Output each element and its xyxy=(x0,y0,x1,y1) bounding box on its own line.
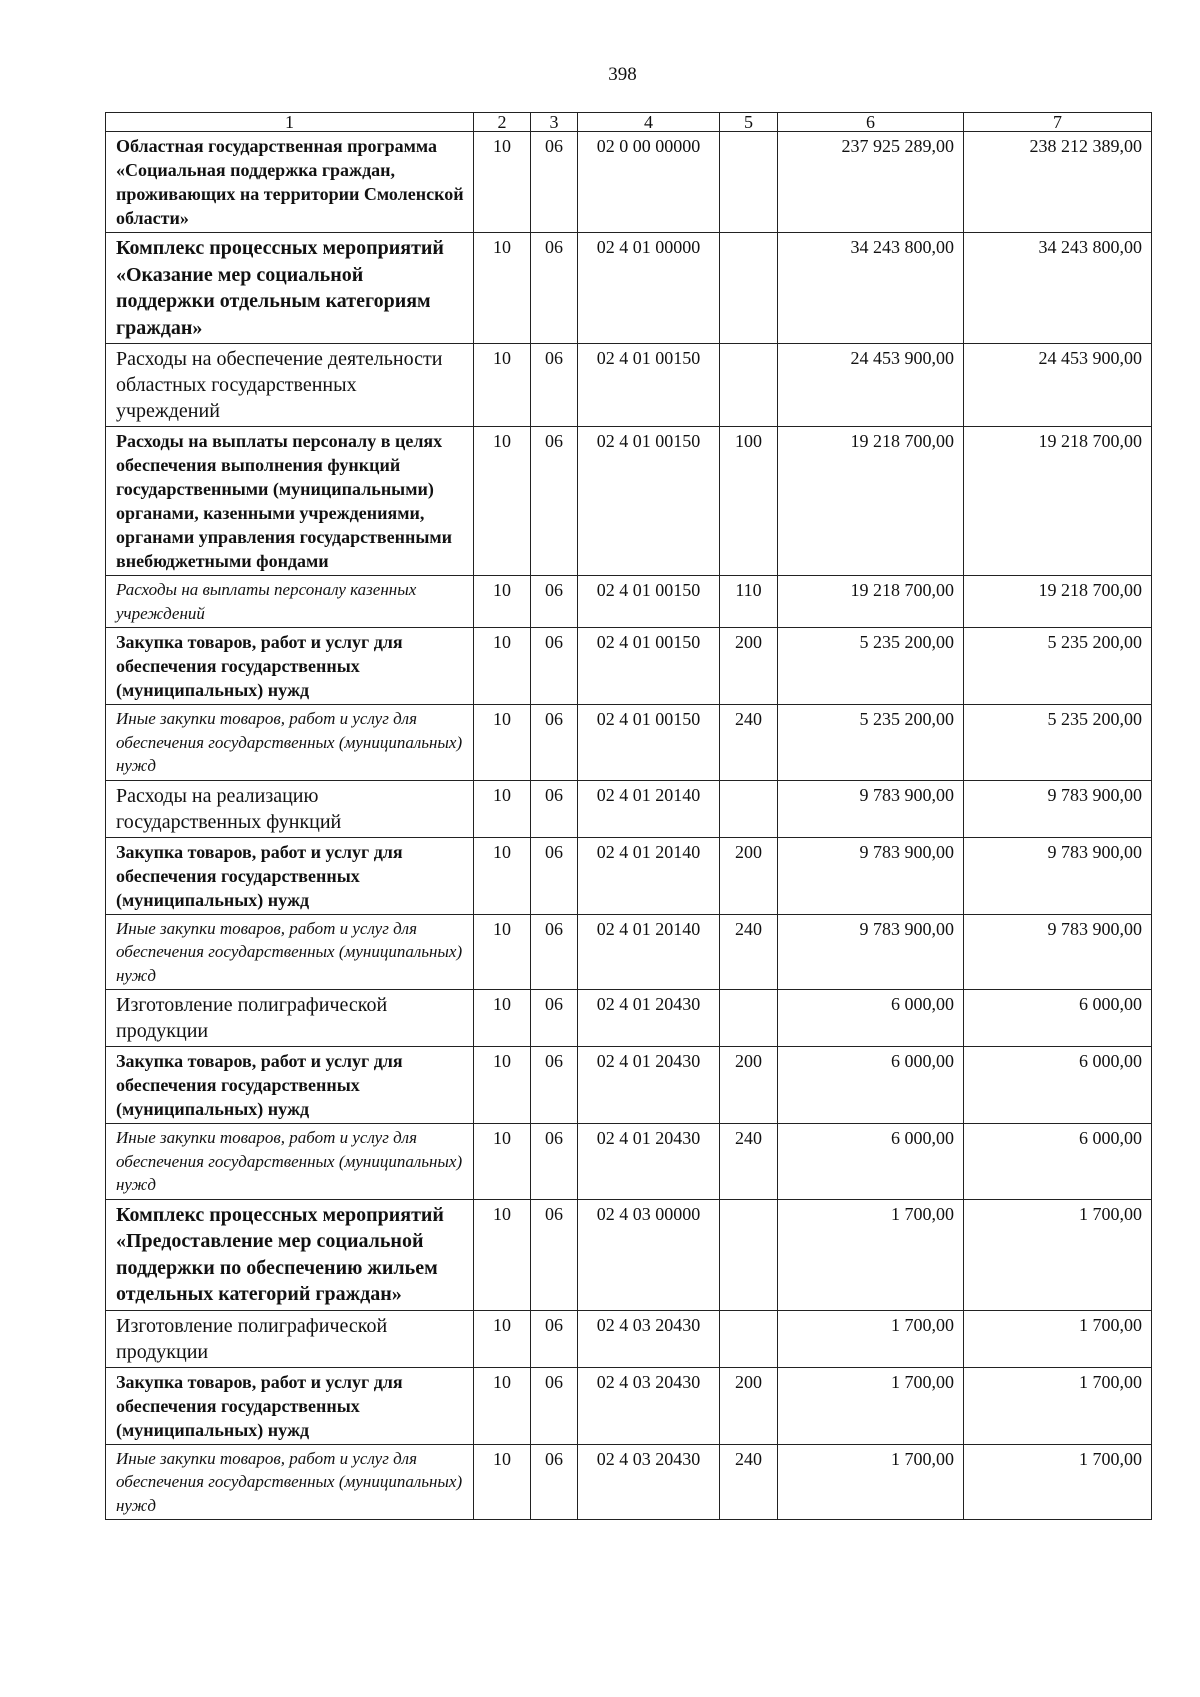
row-amount-year-2: 9 783 900,00 xyxy=(964,914,1152,990)
table-row xyxy=(106,1310,1152,1367)
row-description: Изготовление полиграфической продукции xyxy=(106,990,474,1047)
row-description: Расходы на реализацию государственных функций xyxy=(106,780,474,837)
row-target-code: 02 4 01 20140 xyxy=(578,837,720,914)
row-subsection: 06 xyxy=(531,780,578,837)
row-target-code: 02 4 01 20430 xyxy=(578,1124,720,1200)
row-amount-year-2: 1 700,00 xyxy=(964,1444,1152,1520)
row-section: 10 xyxy=(474,1199,531,1310)
row-subsection: 06 xyxy=(531,1310,578,1367)
row-subsection: 06 xyxy=(531,1047,578,1124)
row-section: 10 xyxy=(474,1367,531,1444)
table-row xyxy=(106,576,1152,628)
row-target-code: 02 4 01 00150 xyxy=(578,705,720,781)
page-number: 398 xyxy=(608,64,637,85)
table-row xyxy=(106,837,1152,914)
row-expense-type: 110 xyxy=(720,576,778,628)
header-col-5: 5 xyxy=(720,113,778,132)
row-section: 10 xyxy=(474,837,531,914)
row-amount-year-1: 6 000,00 xyxy=(778,1124,964,1200)
row-description: Закупка товаров, работ и услуг для обеспечения государственных (муниципальных) нужд xyxy=(106,628,474,705)
row-subsection: 06 xyxy=(531,628,578,705)
row-expense-type: 240 xyxy=(720,705,778,781)
row-amount-year-1: 1 700,00 xyxy=(778,1444,964,1520)
row-subsection: 06 xyxy=(531,132,578,233)
row-amount-year-2: 1 700,00 xyxy=(964,1199,1152,1310)
row-amount-year-1: 9 783 900,00 xyxy=(778,914,964,990)
row-section: 10 xyxy=(474,628,531,705)
table-row xyxy=(106,1199,1152,1310)
row-subsection: 06 xyxy=(531,914,578,990)
row-amount-year-1: 5 235 200,00 xyxy=(778,705,964,781)
table-row xyxy=(106,1444,1152,1520)
header-col-4: 4 xyxy=(578,113,720,132)
row-section: 10 xyxy=(474,132,531,233)
row-expense-type xyxy=(720,344,778,427)
row-target-code: 02 4 01 20430 xyxy=(578,990,720,1047)
row-subsection: 06 xyxy=(531,837,578,914)
row-section: 10 xyxy=(474,427,531,576)
row-amount-year-2: 5 235 200,00 xyxy=(964,628,1152,705)
row-subsection: 06 xyxy=(531,576,578,628)
row-subsection: 06 xyxy=(531,427,578,576)
row-amount-year-2: 6 000,00 xyxy=(964,1047,1152,1124)
row-target-code: 02 4 01 20430 xyxy=(578,1047,720,1124)
row-target-code: 02 4 01 20140 xyxy=(578,914,720,990)
row-description: Закупка товаров, работ и услуг для обеспечения государственных (муниципальных) нужд xyxy=(106,1047,474,1124)
row-target-code: 02 4 03 20430 xyxy=(578,1444,720,1520)
row-subsection: 06 xyxy=(531,1124,578,1200)
table-row xyxy=(106,628,1152,705)
row-amount-year-1: 19 218 700,00 xyxy=(778,576,964,628)
table-row xyxy=(106,132,1152,233)
row-amount-year-1: 5 235 200,00 xyxy=(778,628,964,705)
row-subsection: 06 xyxy=(531,705,578,781)
row-expense-type xyxy=(720,780,778,837)
row-description: Расходы на выплаты персоналу казенных учреждений xyxy=(106,576,474,628)
row-target-code: 02 4 01 00150 xyxy=(578,576,720,628)
row-description: Комплекс процессных мероприятий «Оказание мер социальной поддержки отдельным категориям граждан» xyxy=(106,233,474,344)
row-description: Иные закупки товаров, работ и услуг для обеспечения государственных (муниципальных) нужд xyxy=(106,705,474,781)
row-subsection: 06 xyxy=(531,990,578,1047)
row-description: Иные закупки товаров, работ и услуг для обеспечения государственных (муниципальных) нужд xyxy=(106,914,474,990)
row-description: Закупка товаров, работ и услуг для обеспечения государственных (муниципальных) нужд xyxy=(106,1367,474,1444)
row-amount-year-2: 24 453 900,00 xyxy=(964,344,1152,427)
table-header xyxy=(106,113,1152,132)
row-expense-type: 100 xyxy=(720,427,778,576)
row-subsection: 06 xyxy=(531,1199,578,1310)
table-row xyxy=(106,780,1152,837)
header-col-7: 7 xyxy=(964,113,1152,132)
row-amount-year-2: 238 212 389,00 xyxy=(964,132,1152,233)
row-amount-year-1: 1 700,00 xyxy=(778,1367,964,1444)
row-amount-year-1: 19 218 700,00 xyxy=(778,427,964,576)
row-expense-type: 200 xyxy=(720,1367,778,1444)
row-section: 10 xyxy=(474,1124,531,1200)
row-amount-year-1: 9 783 900,00 xyxy=(778,837,964,914)
row-description: Расходы на обеспечение деятельности областных государственных учреждений xyxy=(106,344,474,427)
row-target-code: 02 4 01 20140 xyxy=(578,780,720,837)
row-amount-year-2: 19 218 700,00 xyxy=(964,576,1152,628)
row-section: 10 xyxy=(474,914,531,990)
row-target-code: 02 0 00 00000 xyxy=(578,132,720,233)
row-description: Изготовление полиграфической продукции xyxy=(106,1310,474,1367)
row-amount-year-1: 1 700,00 xyxy=(778,1310,964,1367)
row-amount-year-1: 6 000,00 xyxy=(778,990,964,1047)
row-amount-year-2: 1 700,00 xyxy=(964,1367,1152,1444)
table-row xyxy=(106,344,1152,427)
row-description: Областная государственная программа «Социальная поддержка граждан, проживающих на территории Смоленской области» xyxy=(106,132,474,233)
row-target-code: 02 4 01 00000 xyxy=(578,233,720,344)
row-expense-type xyxy=(720,1310,778,1367)
row-subsection: 06 xyxy=(531,233,578,344)
row-expense-type xyxy=(720,233,778,344)
table-row xyxy=(106,1124,1152,1200)
row-subsection: 06 xyxy=(531,1444,578,1520)
row-amount-year-1: 6 000,00 xyxy=(778,1047,964,1124)
row-expense-type xyxy=(720,990,778,1047)
row-target-code: 02 4 03 20430 xyxy=(578,1367,720,1444)
row-amount-year-2: 9 783 900,00 xyxy=(964,837,1152,914)
table-row xyxy=(106,1367,1152,1444)
row-expense-type: 200 xyxy=(720,837,778,914)
row-section: 10 xyxy=(474,705,531,781)
row-section: 10 xyxy=(474,344,531,427)
row-amount-year-1: 1 700,00 xyxy=(778,1199,964,1310)
row-target-code: 02 4 01 00150 xyxy=(578,628,720,705)
header-col-3: 3 xyxy=(531,113,578,132)
row-expense-type: 240 xyxy=(720,1124,778,1200)
row-section: 10 xyxy=(474,1444,531,1520)
row-amount-year-1: 237 925 289,00 xyxy=(778,132,964,233)
table-row xyxy=(106,427,1152,576)
row-amount-year-1: 9 783 900,00 xyxy=(778,780,964,837)
row-amount-year-2: 6 000,00 xyxy=(964,1124,1152,1200)
row-expense-type: 200 xyxy=(720,1047,778,1124)
table-body xyxy=(106,132,1152,1520)
row-target-code: 02 4 03 20430 xyxy=(578,1310,720,1367)
budget-table xyxy=(105,112,1152,1520)
row-section: 10 xyxy=(474,233,531,344)
row-description: Иные закупки товаров, работ и услуг для обеспечения государственных (муниципальных) нужд xyxy=(106,1124,474,1200)
row-amount-year-1: 34 243 800,00 xyxy=(778,233,964,344)
row-target-code: 02 4 01 00150 xyxy=(578,427,720,576)
header-col-1: 1 xyxy=(106,113,474,132)
row-section: 10 xyxy=(474,1047,531,1124)
row-subsection: 06 xyxy=(531,344,578,427)
header-col-6: 6 xyxy=(778,113,964,132)
row-description: Закупка товаров, работ и услуг для обеспечения государственных (муниципальных) нужд xyxy=(106,837,474,914)
row-amount-year-1: 24 453 900,00 xyxy=(778,344,964,427)
row-description: Комплекс процессных мероприятий «Предоставление мер социальной поддержки по обеспечению жильем отдельных категорий граждан» xyxy=(106,1199,474,1310)
table-row xyxy=(106,1047,1152,1124)
row-expense-type xyxy=(720,132,778,233)
row-target-code: 02 4 03 00000 xyxy=(578,1199,720,1310)
row-subsection: 06 xyxy=(531,1367,578,1444)
row-description: Иные закупки товаров, работ и услуг для обеспечения государственных (муниципальных) нужд xyxy=(106,1444,474,1520)
row-amount-year-2: 9 783 900,00 xyxy=(964,780,1152,837)
row-amount-year-2: 19 218 700,00 xyxy=(964,427,1152,576)
row-expense-type xyxy=(720,1199,778,1310)
row-amount-year-2: 5 235 200,00 xyxy=(964,705,1152,781)
row-section: 10 xyxy=(474,1310,531,1367)
table-row xyxy=(106,233,1152,344)
row-target-code: 02 4 01 00150 xyxy=(578,344,720,427)
row-section: 10 xyxy=(474,780,531,837)
table-row xyxy=(106,990,1152,1047)
row-amount-year-2: 34 243 800,00 xyxy=(964,233,1152,344)
row-expense-type: 240 xyxy=(720,1444,778,1520)
header-row xyxy=(106,113,1152,132)
row-description: Расходы на выплаты персоналу в целях обеспечения выполнения функций государственными (муниципальными) органами, казенными учреждениями, органами управления государственными внебюджетными фондами xyxy=(106,427,474,576)
row-amount-year-2: 1 700,00 xyxy=(964,1310,1152,1367)
header-col-2: 2 xyxy=(474,113,531,132)
table-row xyxy=(106,705,1152,781)
row-amount-year-2: 6 000,00 xyxy=(964,990,1152,1047)
table-row xyxy=(106,914,1152,990)
row-expense-type: 240 xyxy=(720,914,778,990)
row-section: 10 xyxy=(474,576,531,628)
row-expense-type: 200 xyxy=(720,628,778,705)
row-section: 10 xyxy=(474,990,531,1047)
